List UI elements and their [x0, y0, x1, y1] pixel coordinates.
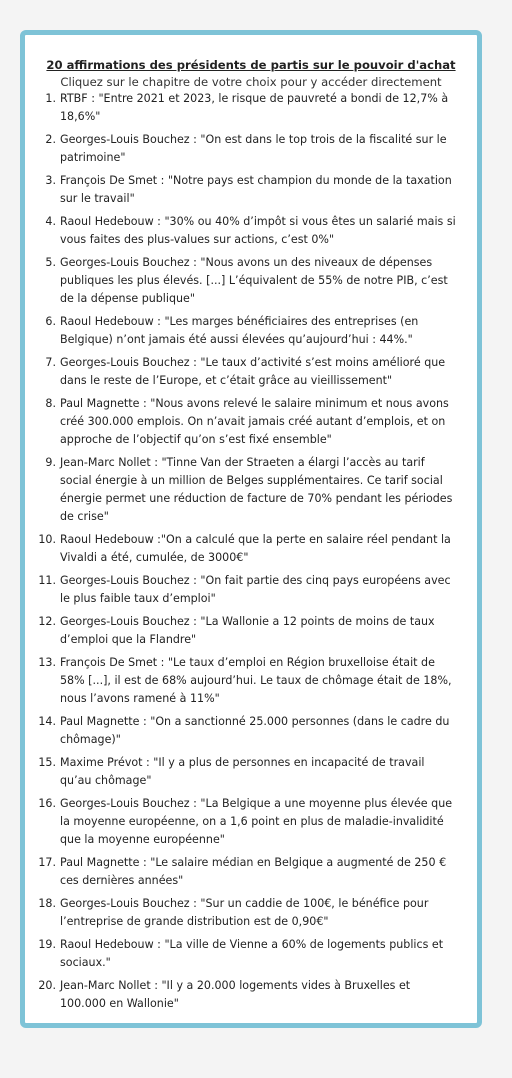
chapter-number: 5.	[45, 256, 56, 269]
chapter-link[interactable]: Georges-Louis Bouchez : "La Belgique a une moyenne plus élevée que la moyenne européenne, on a 1,6 point en plus de maladie-invalidité que la moyenne européenne"	[60, 797, 453, 846]
chapter-link[interactable]: Raoul Hedebouw : "Les marges bénéficiaires des entreprises (en Belgique) n’ont jamais été aussi élevées qu’aujourd’hui : 44%."	[60, 315, 419, 346]
chapter-item-5[interactable]	[43, 254, 459, 308]
chapter-item-4[interactable]	[43, 213, 459, 249]
chapter-item-1[interactable]	[43, 90, 459, 126]
chapter-number: 1.	[45, 92, 56, 105]
chapter-number: 16.	[38, 797, 56, 810]
chapter-item-13[interactable]	[38, 654, 459, 708]
table-of-contents-box	[20, 30, 482, 1028]
chapter-item-14[interactable]	[38, 713, 459, 749]
chapter-item-16[interactable]	[38, 795, 459, 849]
chapter-number: 17.	[38, 856, 56, 869]
chapter-link[interactable]: Raoul Hedebouw : "La ville de Vienne a 60% de logements publics et sociaux."	[60, 938, 444, 969]
chapter-number: 18.	[38, 897, 56, 910]
chapter-list	[38, 90, 459, 1013]
chapter-link[interactable]: Georges-Louis Bouchez : "On est dans le top trois de la fiscalité sur le patrimoine"	[60, 133, 447, 164]
chapter-link[interactable]: Jean-Marc Nollet : "Il y a 20.000 logements vides à Bruxelles et 100.000 en Wallonie"	[60, 979, 411, 1010]
chapter-link[interactable]: RTBF : "Entre 2021 et 2023, le risque de pauvreté a bondi de 12,7% à 18,6%"	[60, 92, 449, 123]
chapter-link[interactable]: François De Smet : "Notre pays est champion du monde de la taxation sur le travail"	[60, 174, 452, 205]
chapter-item-7[interactable]	[43, 354, 459, 390]
chapter-number: 6.	[45, 315, 56, 328]
chapter-link[interactable]: Raoul Hedebouw : "30% ou 40% d’impôt si vous êtes un salarié mais si vous faites des plus-values sur actions, c’est 0%"	[60, 215, 456, 246]
chapter-item-15[interactable]	[38, 754, 459, 790]
chapter-number: 4.	[45, 215, 56, 228]
table-of-contents-content	[25, 35, 477, 1013]
chapter-number: 10.	[38, 533, 56, 546]
chapter-item-2[interactable]	[43, 131, 459, 167]
chapter-item-6[interactable]	[43, 313, 459, 349]
chapter-link[interactable]: Georges-Louis Bouchez : "Le taux d’activité s’est moins amélioré que dans le reste de l’Europe, et c’était grâce au vieillissement"	[60, 356, 446, 387]
chapter-number: 13.	[38, 656, 56, 669]
chapter-item-8[interactable]	[43, 395, 459, 449]
chapter-link[interactable]: Paul Magnette : "On a sanctionné 25.000 personnes (dans le cadre du chômage)"	[60, 715, 450, 746]
chapter-link[interactable]: Georges-Louis Bouchez : "Nous avons un des niveaux de dépenses publiques les plus élevés. [...] L’équivalent de 55% de notre PIB, c’est de la dépense publique"	[60, 256, 448, 305]
chapter-link[interactable]: Georges-Louis Bouchez : "Sur un caddie de 100€, le bénéfice pour l’entreprise de grande distribution est de 0,90€"	[60, 897, 429, 928]
chapter-item-9[interactable]	[43, 454, 459, 526]
chapter-item-19[interactable]	[38, 936, 459, 972]
chapter-number: 2.	[45, 133, 56, 146]
chapter-link[interactable]: Georges-Louis Bouchez : "La Wallonie a 12 points de moins de taux d’emploi que la Flandre"	[60, 615, 435, 646]
chapter-number: 20.	[38, 979, 56, 992]
chapter-item-12[interactable]	[38, 613, 459, 649]
chapter-item-3[interactable]	[43, 172, 459, 208]
chapter-link[interactable]: François De Smet : "Le taux d’emploi en Région bruxelloise était de 58% [...], il est de 68% aujourd’hui. Le taux de chômage était de 18%, nous l’avons ramené à 11%"	[60, 656, 452, 705]
chapter-number: 8.	[45, 397, 56, 410]
page-title: 20 affirmations des présidents de partis sur le pouvoir d'achat	[46, 58, 456, 72]
chapter-number: 14.	[38, 715, 56, 728]
chapter-link[interactable]: Maxime Prévot : "Il y a plus de personnes en incapacité de travail qu’au chômage"	[60, 756, 425, 787]
chapter-item-11[interactable]	[38, 572, 459, 608]
chapter-item-20[interactable]	[38, 977, 459, 1013]
chapter-number: 9.	[45, 456, 56, 469]
chapter-link[interactable]: Paul Magnette : "Nous avons relevé le salaire minimum et nous avons créé 300.000 emplois. On n’avait jamais créé autant d’emplois, et on approche de l’objectif qu’on s’est fixé ensemble"	[60, 397, 449, 446]
chapter-number: 7.	[45, 356, 56, 369]
chapter-item-17[interactable]	[38, 854, 459, 890]
chapter-number: 12.	[38, 615, 56, 628]
chapter-link[interactable]: Georges-Louis Bouchez : "On fait partie des cinq pays européens avec le plus faible taux d’emploi"	[60, 574, 451, 605]
chapter-item-18[interactable]	[38, 895, 459, 931]
chapter-number: 3.	[45, 174, 56, 187]
chapter-number: 19.	[38, 938, 56, 951]
chapter-link[interactable]: Jean-Marc Nollet : "Tinne Van der Straeten a élargi l’accès au tarif social énergie à un million de Belges supplémentaires. Ce tarif social énergie permet une réduction de facture de 70% pendant les périodes de crise"	[60, 456, 453, 523]
chapter-link[interactable]: Paul Magnette : "Le salaire médian en Belgique a augmenté de 250 € ces dernières années"	[60, 856, 447, 887]
chapter-item-10[interactable]	[38, 531, 459, 567]
chapter-link[interactable]: Raoul Hedebouw :"On a calculé que la perte en salaire réel pendant la Vivaldi a été, cumulée, de 3000€"	[60, 533, 451, 564]
page-subtitle: Cliquez sur le chapitre de votre choix pour y accéder directement	[60, 75, 442, 89]
chapter-number: 15.	[38, 756, 56, 769]
chapter-number: 11.	[38, 574, 56, 587]
